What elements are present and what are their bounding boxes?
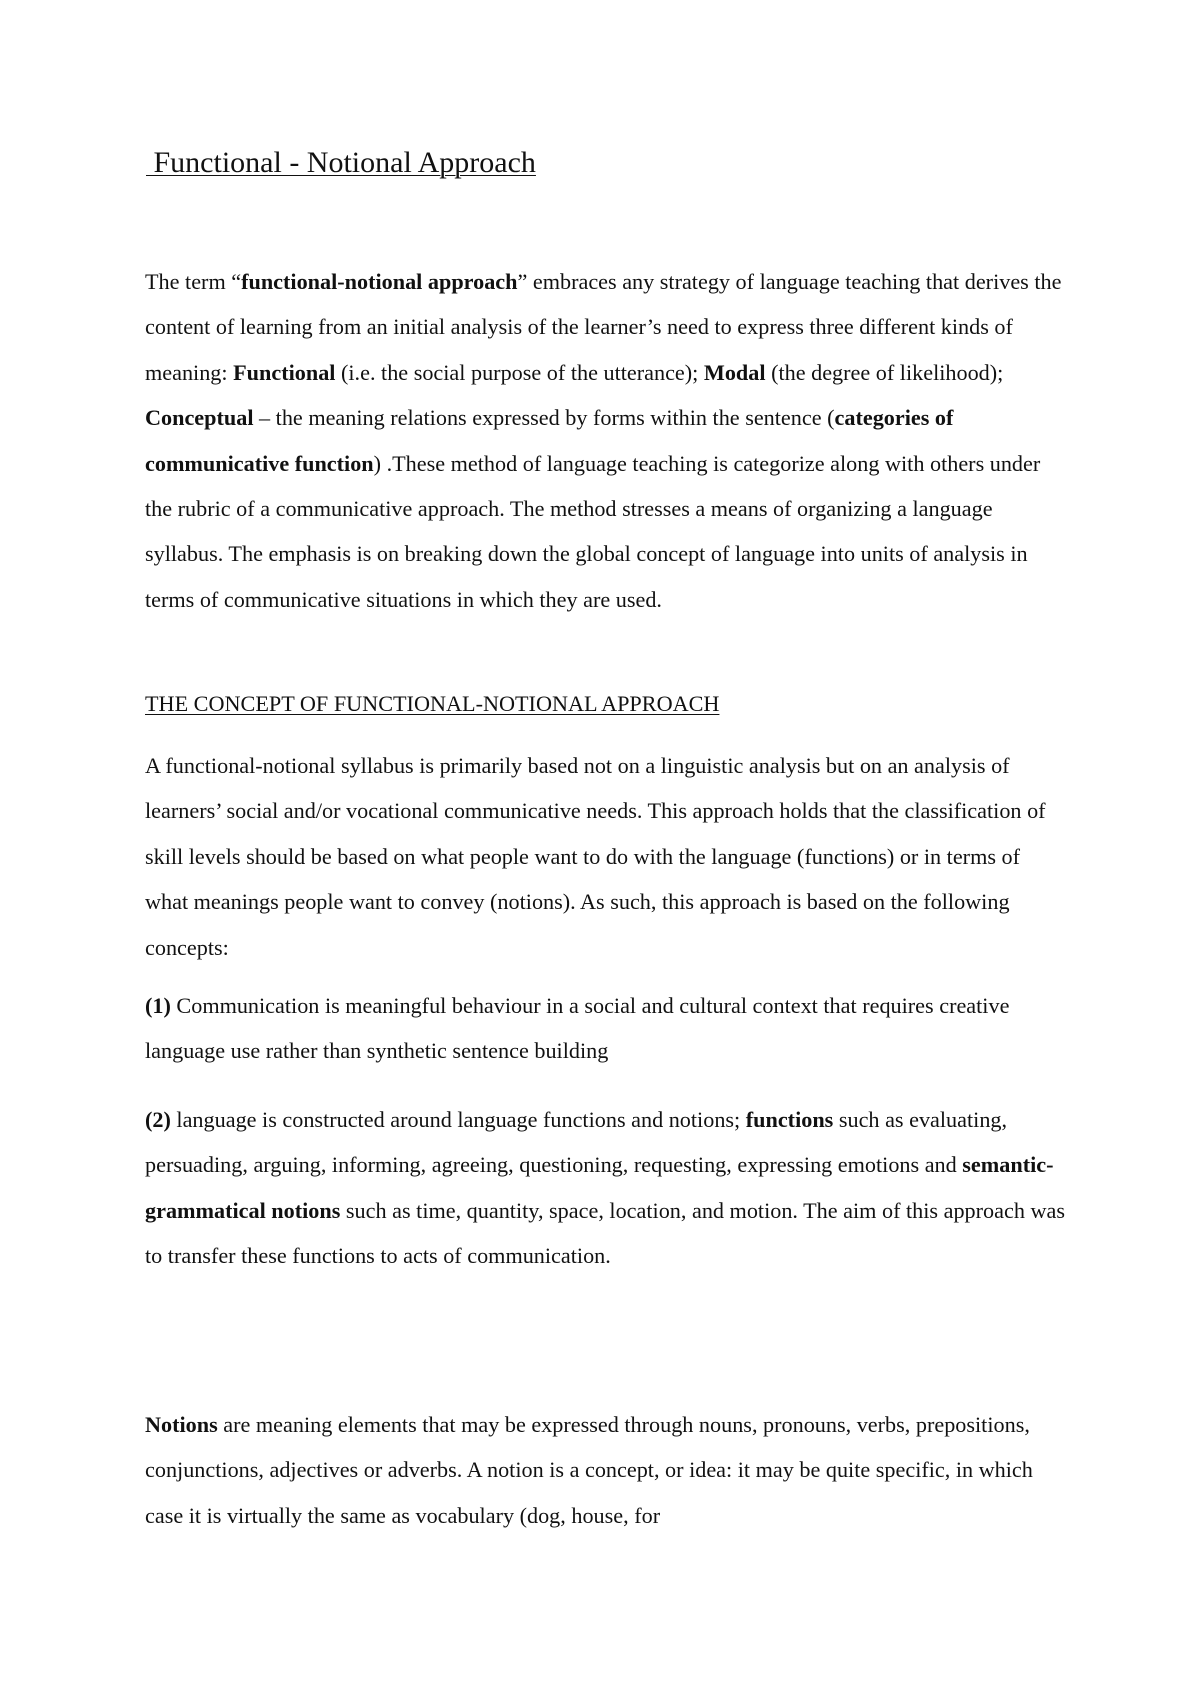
- item-text: such as time, quantity, space, location, and motion. The aim of this approach was to transfer these functions to acts of communication.: [145, 1197, 1065, 1269]
- item-number: (1): [145, 993, 171, 1018]
- section-heading: THE CONCEPT OF FUNCTIONAL-NOTIONAL APPROACH: [145, 691, 720, 716]
- semantic-grammatical-bold: semantic-grammatical notions: [145, 1152, 1054, 1223]
- intro-text: ) .These method of language teaching is categorize along with others under the rubric of a communicative approach. The method stresses a means of organizing a language syllabus. The emphasis is on breaking down the global concept of language into units of analysis in terms of communicative situations in which they are used.: [145, 450, 1041, 612]
- item-text: Communication is meaningful behaviour in a social and cultural context that requires creative language use rather than synthetic sentence building: [145, 993, 1010, 1064]
- concept-item-2: [145, 1097, 1065, 1279]
- concept-item-1: [145, 983, 1065, 1074]
- intro-paragraph: [145, 259, 1065, 622]
- item-number: (2): [145, 1107, 171, 1132]
- document-title: Functional - Notional Approach: [146, 146, 536, 179]
- intro-text: – the meaning relations expressed by forms within the sentence (: [253, 405, 835, 431]
- intro-text: The term “: [145, 269, 242, 294]
- item-text: language is constructed around language functions and notions;: [170, 1107, 746, 1132]
- functions-bold: functions: [745, 1107, 834, 1132]
- notions-bold: Notions: [145, 1412, 218, 1437]
- intro-text: (i.e. the social purpose of the utterance);: [335, 359, 704, 385]
- functional-bold: Functional: [233, 359, 336, 385]
- item-text: such as evaluating, persuading, arguing, informing, agreeing, questioning, requesting, expressing emotions and: [145, 1107, 1008, 1178]
- concept-paragraph: A functional-notional syllabus is primarily based not on a linguistic analysis but on an analysis of learners’ social and/or vocational communicative needs. This approach holds that the classification of skill levels should be based on what people want to do with the language (functions) or in terms of what meanings people want to convey (notions). As such, this approach is based on the following concepts:: [145, 753, 1046, 960]
- intro-term-bold: functional-notional approach: [241, 269, 518, 294]
- conceptual-bold: Conceptual: [145, 405, 254, 431]
- intro-text: ” embraces any strategy of language teaching that derives the content of learning from an initial analysis of the learner’s need to express three different kinds of meaning:: [145, 269, 1062, 385]
- notions-text: are meaning elements that may be expressed through nouns, pronouns, verbs, prepositions, conjunctions, adjectives or adverbs. A notion is a concept, or idea: it may be quite specific, in which case it is virtually the same as vocabulary (dog, house, for: [145, 1412, 1033, 1528]
- modal-bold: Modal: [703, 359, 766, 385]
- categories-bold: categories of communicative function: [145, 405, 954, 476]
- notions-paragraph: [145, 1402, 1065, 1538]
- intro-text: (the degree of likelihood);: [765, 359, 1004, 385]
